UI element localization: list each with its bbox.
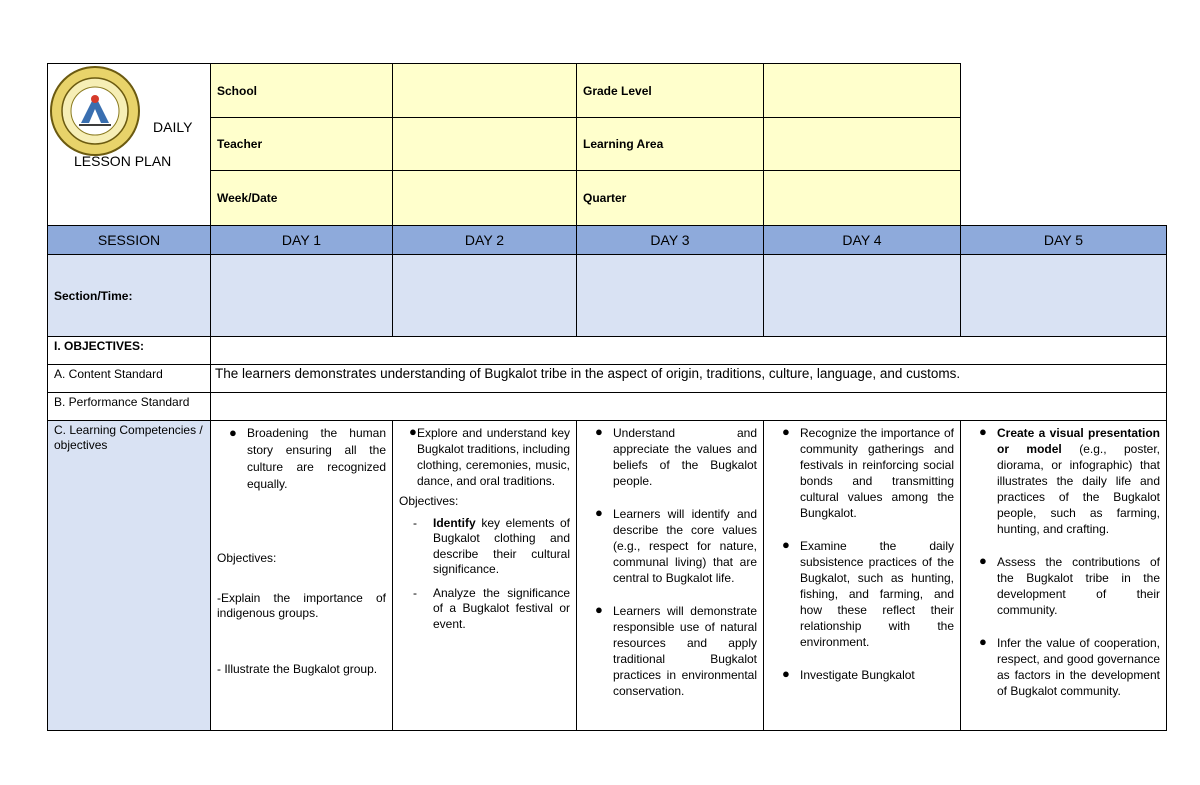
day4-bullet-3: ● Investigate Bungkalot (770, 667, 954, 683)
section-time-day3[interactable] (577, 255, 764, 337)
day4-header: DAY 4 (764, 226, 961, 255)
day5-bullet-1-rest: (e.g., poster, diorama, or infographic) that illustrates the daily life and practices of the Bugkalot people, such as farming, hunting, and crafting. (997, 442, 1160, 536)
day5-bullet-2: ● Assess the contributions of the Bugkalot tribe in the development of their community. (967, 554, 1160, 618)
day1-objective-2: - Illustrate the Bugkalot group. (217, 661, 378, 676)
day2-objectives-label: Objectives: (399, 494, 459, 508)
day1-header: DAY 1 (211, 226, 393, 255)
day5-bullet-1 (967, 425, 1160, 537)
objectives-heading: I. OBJECTIVES: (48, 337, 211, 365)
day3-bullet-3: ● Learners will demonstrate responsible use of natural resources and apply traditional Bugkalot practices in environmental conservation. (583, 603, 757, 699)
learning-area-label: Learning Area (577, 118, 764, 171)
school-value[interactable] (393, 64, 577, 118)
section-time-day1[interactable] (211, 255, 393, 337)
section-time-day5[interactable] (961, 255, 1167, 337)
day3-bullet-1: ● Understand and appreciate the values and beliefs of the Bugkalot people. (583, 425, 757, 489)
content-standard-text: The learners demonstrates understanding of Bugkalot tribe in the aspect of origin, traditions, culture, language, and customs. (211, 365, 1167, 393)
competencies-label-text: C. Learning Competencies / objectives (54, 423, 203, 452)
week-date-value[interactable] (393, 171, 577, 226)
day1-bullet: ● Broadening the human story ensuring all the culture are recognized equally. (217, 425, 386, 493)
day2-objective-2: - Analyze the significance of a Bugkalot festival or event. (399, 586, 570, 633)
day2-bullet: ● Explore and understand key Bugkalot traditions, including clothing, ceremonies, music, dance, and oral traditions. (399, 425, 570, 489)
day5-header: DAY 5 (961, 226, 1167, 255)
day4-competencies (764, 421, 961, 731)
content-standard-label: A. Content Standard (48, 365, 211, 393)
performance-standard-row (48, 393, 1167, 421)
competencies-row (48, 421, 1167, 731)
teacher-value[interactable] (393, 118, 577, 171)
day4-bullet-1: ● Recognize the importance of community gatherings and festivals in reinforcing social bonds and transmitting cultural values among the Bungkalot. (770, 425, 954, 521)
content-standard-row (48, 365, 1167, 393)
title-daily: DAILY (153, 119, 193, 135)
teacher-label: Teacher (211, 118, 393, 171)
grade-level-label: Grade Level (577, 64, 764, 118)
school-seal-icon (49, 65, 141, 157)
day4-bullet-2: ● Examine the daily subsistence practices of the Bugkalot, such as hunting, fishing, and farming, and how these reflect their relationship with the environment. (770, 538, 954, 650)
week-date-label: Week/Date (211, 171, 393, 226)
day1-objective-1: -Explain the importance of indigenous groups. (217, 590, 386, 620)
day3-bullet-2: ● Learners will identify and describe the core values (e.g., respect for nature, communal living) that are central to Bugkalot life. (583, 506, 757, 586)
day2-competencies (393, 421, 577, 731)
quarter-label: Quarter (577, 171, 764, 226)
day3-competencies (577, 421, 764, 731)
header-table (47, 63, 961, 226)
day5-bullet-3: ● Infer the value of cooperation, respect, and good governance as factors in the development of Bugkalot community. (967, 635, 1160, 699)
day2-objective-1-verb: Identify (433, 515, 476, 530)
performance-standard-blank (211, 393, 1167, 421)
learning-area-value[interactable] (764, 118, 961, 171)
day5-competencies (961, 421, 1167, 731)
objectives-blank (211, 337, 1167, 365)
section-time-day4[interactable] (764, 255, 961, 337)
day1-competencies (211, 421, 393, 731)
logo-title-cell (48, 64, 211, 226)
objectives-row (48, 337, 1167, 365)
day2-header: DAY 2 (393, 226, 577, 255)
school-label: School (211, 64, 393, 118)
session-header: SESSION (48, 226, 211, 255)
day2-objective-1-rest: key elements of Bugkalot clothing and describe their cultural significance. (433, 515, 570, 576)
section-time-row (48, 255, 1167, 337)
section-time-label: Section/Time: (48, 255, 211, 337)
lesson-plan-sheet (47, 63, 1167, 731)
day2-objective-1 (399, 516, 570, 578)
quarter-value[interactable] (764, 171, 961, 226)
performance-standard-label: B. Performance Standard (48, 393, 211, 421)
day5-bullet-1-bold: Create a visual presentation or model (997, 426, 1160, 456)
section-time-day2[interactable] (393, 255, 577, 337)
grade-level-value[interactable] (764, 64, 961, 118)
main-table (47, 225, 1167, 731)
day1-objectives-label: Objectives: (217, 551, 277, 565)
competencies-label (48, 421, 211, 731)
day3-header: DAY 3 (577, 226, 764, 255)
session-row (48, 226, 1167, 255)
title-lesson-plan: LESSON PLAN (74, 153, 172, 169)
